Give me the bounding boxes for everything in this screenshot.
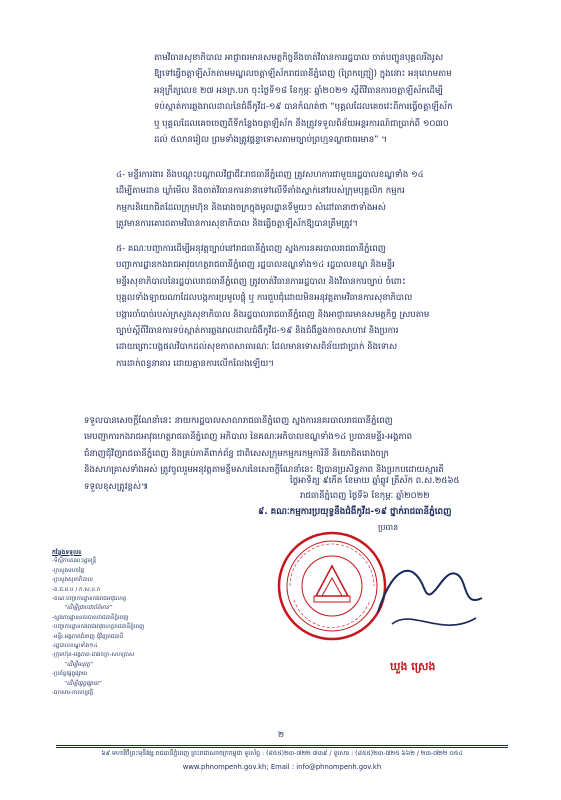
recipient-item: -ប្រព័ន្ធផ្សព្វផ្សាយ <box>52 671 88 678</box>
footer-web-email: www.phnompenh.gov.kh; Email : info@phnompenh.gov.kh <box>182 763 382 771</box>
lunar-date: ថ្ងៃអាទិត្យ ៩កើត ខែមាឃ ឆ្នាំឆ្លូវ ត្រីស័ក ព.ស.២៥៦៥ <box>290 476 460 486</box>
recipient-item: -ក្រុមហ៊ុន-អង្គភាព-រោងចក្រ-សហគ្រាស <box>52 652 135 659</box>
footer-divider <box>56 745 508 746</box>
footer-address: ៦៩ មហាវិថីព្រះមុនីវង្ស រាជធានីភ្នំពេញ ព្រះរាជាណាចក្រកម្ពុជា ទូរស័ព្ទ : (៨៥៥)២៣-៧២២ ៧៣៩ / ទូរសារ : (៨៥៥)២៣-៧២៥ ៦៦២ / ២៣-៧២២ ០៥៤ <box>101 750 463 757</box>
recipient-item: -ស្នងការដ្ឋាននគរបាលរាជធានីភ្នំពេញ <box>52 614 129 621</box>
recipients-list <box>52 548 262 699</box>
recipient-item: -រដ្ឋបាលខណ្ឌទាំង១៤ <box>52 643 98 650</box>
recipient-item: -មន្ទីរ អង្គភាពជំនាញ ជុំវិញរាជធានី <box>52 633 124 640</box>
closing-paragraph: ទទួលបានសេចក្ដីណែនាំនេះ នាយករដ្ឋបាលសាលារាជធានីភ្នំពេញ ស្នងការនគរបាលរាជធានីភ្នំពេញ មេបញ្ជាការកងរាជអាវុធហត្ថរាជធានីភ្នំពេញ អភិបាល នៃគណៈអភិបាលខណ្ឌទាំង១៤ ប្រធានមន្ទីរ-អង្គភាព ជំនាញជុំវិញរាជធានីភ្នំពេញ និងគ្រប់ភាគីពាក់ព័ន្ធ ជាពិសេសក្រុមកម្មករកម្មការិនី និយោជិតរោងចក្រ និងសហគ្រាសទាំងអស់ ត្រូវចូលរួមអនុវត្តតាមខ្លឹមសារនៃសេចក្ដីណែនាំនេះ ឱ្យបានប្រសិទ្ធភាព និងប្រកបដោយស្មារតី ទទួលខុសត្រូវខ្ពស់៕ <box>84 416 444 492</box>
recipient-item: -គណៈបញ្ជាការដ្ឋានកងរាជអាវុធហត្ថ <box>52 596 127 603</box>
committee-title: ៩. គណៈកម្មការប្រយុទ្ធនឹងជំងឺកូវីដ-១៩ ថ្នាក់រាជធានីភ្នំពេញ <box>258 507 452 517</box>
point-5-paragraph: ៥- គណៈបញ្ជាការដើម្បីអនុវត្តច្បាប់នៅរាជធានីភ្នំពេញ ស្នងការនគរបាលរាជធានីភ្នំពេញ បញ្ជាការដ្ឋានកងរាជអាវុធហត្ថរាជធានីភ្នំពេញ រដ្ឋបាលខណ្ឌទាំង១៤ រដ្ឋបាលខណ្ឌ និងមន្ទីរ មន្ទីរសុខាភិបាលនៃរដ្ឋបាលរាជធានីភ្នំពេញ ត្រូវចាត់វិធានការរដ្ឋបាល និងវិធានការច្បាប់ ចំពោះ បុគ្គលទាំងឡាយណាដែលបង្កការប្រមូលផ្ដុំ ឬ ការជួបជុំដោយមិនអនុវត្តតាមវិធានការសុខាភិបាល បង្ការចាំបាច់របស់ក្រសួងសុខាភិបាល និងរដ្ឋបាលរាជធានីភ្នំពេញ និងអាជ្ញាធរមានសមត្ថកិច្ច ស្របតាម ច្បាប់ស្ដីពីវិធានការទប់ស្កាត់ការឆ្លងរាលដាលជំងឺកូវីដ-១៩ និងជំងឺឆ្លងកាចសាហាវ និងប្រការ ដោយព្រោះបង្កផលវិបាកដល់សុខភាពសាធារណៈ ដែលមានទោសពិន័យជាប្រាក់ និងទោស ការដាក់ពន្ធនាគារ ដោយគ្មានការលើកលែងឡើយ។ <box>116 244 430 369</box>
recipient-item: -បញ្ជាការដ្ឋានកងរាជអាវុធហត្ថរាជធានីភ្នំពេញ <box>52 624 145 631</box>
signer-name: ឃួង ស្រេង <box>390 660 436 673</box>
solar-date: រាជធានីភ្នំពេញ ថ្ងៃទី៦ ខែកុម្ភៈ ឆ្នាំ២០២២ <box>300 491 430 501</box>
recipient-purpose: “ដើម្បីផ្សព្វផ្សាយ” <box>64 680 102 687</box>
recipient-item: -ក្រសួងសុខាភិបាល <box>52 577 93 584</box>
page-number: ២ <box>278 730 285 739</box>
recipient-item: -ក្រសួងមហាផ្ទៃ <box>52 567 85 574</box>
handwritten-signature <box>372 548 492 656</box>
recipient-item: -គ.ជ.អ.ប / ក.ស.ប.ក <box>52 586 101 593</box>
recipient-item: -ឯកសារ-កាលប្បវត្តិ <box>52 690 94 697</box>
recipient-purpose: “ដើម្បីជ្រាបជាព័ត៌មាន” <box>64 605 113 612</box>
recipient-purpose: “ដើម្បីអនុវត្ត” <box>64 661 93 668</box>
footer-divider-thin <box>56 747 508 748</box>
recipient-item: -ទីស្ដីការគណៈរដ្ឋមន្ត្រី <box>52 558 97 565</box>
point-4-paragraph: ៤- មន្ទីរការងារ និងបណ្ដុះបណ្ដាលវិជ្ជាជីវៈរាជធានីភ្នំពេញ ត្រូវសហការជាមួយរដ្ឋបាលខណ្ឌទាំង ១៤ ដើម្បីតាមដាន ឃ្លាំមើល និងចាត់វិធានការនានាទៅលើទីតាំងស្នាក់នៅរបស់ក្រុមបុគ្គលិក កម្មករ កម្មករនិយោជិតដែលក្រុមហ៊ុន និងរោងចក្រក្នុងមូលដ្ឋានទីមួយៗ សំដៅធានាថាទាំងអស់ ត្រូវមានការគោរពតាមវិធានការសុខាភិបាល និងធ្វើចត្តាឡីស័កឱ្យបានត្រឹមត្រូវ។ <box>116 170 424 230</box>
chair-title: ប្រធាន <box>378 523 399 532</box>
continuation-paragraph: តាមវិធានសុខាភិបាល អាជ្ញាធរមានសមត្ថកិច្ចនឹងចាត់វិធានការរដ្ឋបាល ចាត់បញ្ជូនបុគ្គលរឹងរូស ឱ្យទៅធ្វើចត្តាឡីស័កតាមមណ្ឌលចត្តាឡីស័ករាជធានីភ្នំពេញ (ព្រៃកញ្ជ្រៀ) ក្នុងនោះ អនុលោមតាម អនុក្រឹត្យលេខ ២៧ អនក្រ.បក ចុះថ្ងៃទី១៨ ខែកុម្ភៈ ឆ្នាំ២០២១ ស្ដីពីវិធានការចត្តាឡីស័កដើម្បី ទប់ស្កាត់ការឆ្លងរាលដាលនៃជំងឺកូវីដ-១៩ បានកំណត់ថា “បុគ្គលដែលគេចវេះពីការធ្វើចត្តាឡីស័ក ឬ បុគ្គលដែលគេចចេញពីទីកន្លែងចត្តាឡីស័ក នឹងត្រូវទទួលពិន័យអន្តរការណ៍ជាប្រាក់ពី ១០៣០ ដល់ ៥លានរៀល ព្រមទាំងត្រូវផ្ដន្ទាទោសតាមច្បាប់ព្រហ្មទណ្ឌជាធរមាន” ។ <box>154 53 453 146</box>
recipients-heading: កន្លែងទទួល៖ <box>52 549 82 556</box>
